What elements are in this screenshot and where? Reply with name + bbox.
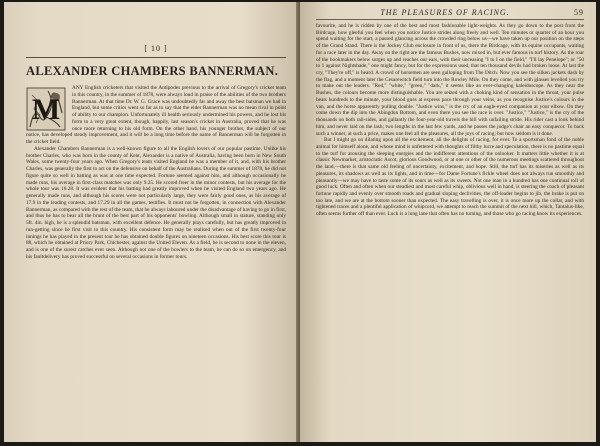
header-rule-right [316, 19, 584, 20]
running-title: THE PLEASURES OF RACING. [380, 8, 510, 17]
paragraph: favourite, and he is ridden by one of the best and most fashionable light-weights. As they go down to the post from the Birdcage, how gleeful you feel when you notice Justice strides along freely and well. Ten minutes or quarter of an hour you spend waiting for the start, a passed glancing across the crowded ring below us—we have taken up our position on the steps of the Grand Stand. There is the Jockey Club enclosure in front of us, there the Birdcage, with its equine occupants, waiting for a race later in the day. Away on the right are the famous Bushes, now mixed in, but ever famous in turf history. As the roar of the bookmakers below surges up and reaches our ears, with their unceasing "I to I on the field," "I'll lay Penelope"; or "50 to 1 against Nightshade," one might fancy, but for the expressions used, that ten thousand devils had broken loose. At last the cry, "They're off," is heard. A crowd of horsemen are seen galloping from The Ditch. Now you see the silken jackets dash by the flag, and a moment later the Cesarewitch field turn into the Rowley Mile. On they come, and with glasses levelled you try to make out the leaders. "Red," "white," "green," "dark," it seems like an ever-changing kaleidoscope. As they near the Bushes, the colours become more distinguishable. You are seized with a choking kind of sensation in the throat, your pulse beats hundreds to the minute, your blood goes at express pace through your veins, as you recognise Justice's colours in the van, and the horse apparently pulling double. "Justice wins," is the cry of an eagle-eyed companion at your elbow. On they come down the dip into the Abingdon Bottom, and even there you see the race is over. "Justice," "Justice," is the cry of the thousands on both rail-sides, and gallantly the four-year-old travels the hill with unfailing stride. His rider cast a look behind him, and never laid on the lash; two lengths in the last few yards, and he passes the judge's chair an easy conqueror. To back such a winner, at such a price, makes one feel all the pleasures, all the joys of racing; but how seldom is it done. [316, 23, 584, 137]
running-head [316, 8, 584, 17]
chapter-title: ALEXANDER CHAMBERS BANNERMAN. [26, 64, 279, 78]
right-page-text [316, 23, 584, 218]
paragraph: Alexander Chambers Bannerman is a well-known figure to all the English lovers of our popular pastime. Unlike his brother Charles, who was born in the county of Kent, Alexander is a native of Australia, having been born in New South Wales, some twenty-four years ago. When Gregory's team visited England he was a member of it, and, with his brother Charles, was generally the first to act on the defensive on behalf of the Australians. During the summer of 1878, he did not figure quite so well in batting as was at one time expected. Fortune seemed against him, and although occasionally he made runs, his average in first-class matches was only 9.25. He scored freer in the minor contests, but his average for the whole tour was 16.28. It was evident that his batting had greatly improved when he visited England two years ago. He generally made runs, and although his scores were not particularly large, they were fairly good ones, as his average of 17.9 in the leading contests, and 17.29 in all the games, testifies. It must not be forgotten, in connection with Alexander Bannerman, as compared with the rest of the team, that he always laboured under the disadvantage of having to go in first, and thus he has to bear all the brunt of the best part of his opponents' bowling. Although small in stature, standing only 5ft. 4in. high, he is a splendid batsman, with excellent defence. He generally plays carefully, but has greatly improved in run-getting since he first visit to this country. His consistent form may be realised when out of the first twenty-four innings he has played in the present tour he has obtained double figures on nineteen occasions. His best score this tour is 88, which he obtained at Priory Park, Chichester, against the United Eleven. As a field, he is second to none in the eleven, and is one of the surest catches ever seen. Although not one of the bowlers to the team, he can do so on emergency, and his faultdelivery has proved successful on several occasions in former tours. [26, 145, 286, 260]
drop-cap-letter: M [31, 93, 61, 126]
drop-cap-illustration [26, 87, 66, 131]
header-rule [26, 57, 286, 58]
right-page [300, 2, 596, 442]
open-book [4, 2, 596, 442]
page-number-right: 59 [573, 8, 584, 17]
left-page-body [26, 85, 286, 261]
paragraph: ANY English cricketers that visited the Antipodes previous to the arrival of Gregory's cricket team in this country, in the summer of 1878, were always loud in praise of the abilities of the two brothers Bannerman. At that time Dr. W. G. Grace was undoubtedly far and away the best batsman we had in England, but some critics went so far as to say that the elder Bannerman was no mean rival in point of ability to our champion. Unfortunately ill health seriously undermined his powers, and he lost his form to a very great extent, though, happily, last season's cricket in Australia, proved that he was once more returning to his old form. On the other hand, his younger brother, the subject of our notice, has developed steady improvement, and it will be a long time before the name of Bannerman will be forgotten in the cricket field. [26, 85, 286, 145]
left-page [4, 2, 300, 442]
paragraph: But I might go on dilating upon all the excitement, all the delights of racing, for ever. To a sportsman fond of the noble animal for himself alone, and whose mind is unfettered with thoughts of filthy lucre and speculation, there is no pastime equal to the turf for arousing the sleeping energies and the indifferent attentions of the onlooker. It matters little whether it is at classic Newmarket, aristocratic Ascot, glorious Goodwood, or at one or other of the numerous meetings scattered throughout the land,—there is that same old feeling of uncertainty, excitement, and hope. Still, the turf has its miseries as well as its pleasures, its shadows as well as its lights, and in time—for Dame Fortune's fickle wheel does not always run smoothly and pleasantly—we may have to taste some of its sours as well as its sweets. Not one man in a hundred has one continual roll of good luck. Often and often when our steadiest and most careful whip, oblivious well in hand, is steering the coach of pleasant fortune rapidly and evenly over smooth roads and gradual sloping declivities, the off-leader begins to jib, the brake is put on too late, and we are at the bottom sooner than expected. The easy travelling is over, it is once more up the collar, and with tightened traces and a plentiful application of whipcord, we attempt to reach the summit of the next hill, which, Tantalus-like, often seems further off than ever. Luck is a long lane that often has no turning, and those who go racing know its experiences. [316, 137, 584, 218]
page-number-left: [ 10 ] [144, 44, 168, 53]
